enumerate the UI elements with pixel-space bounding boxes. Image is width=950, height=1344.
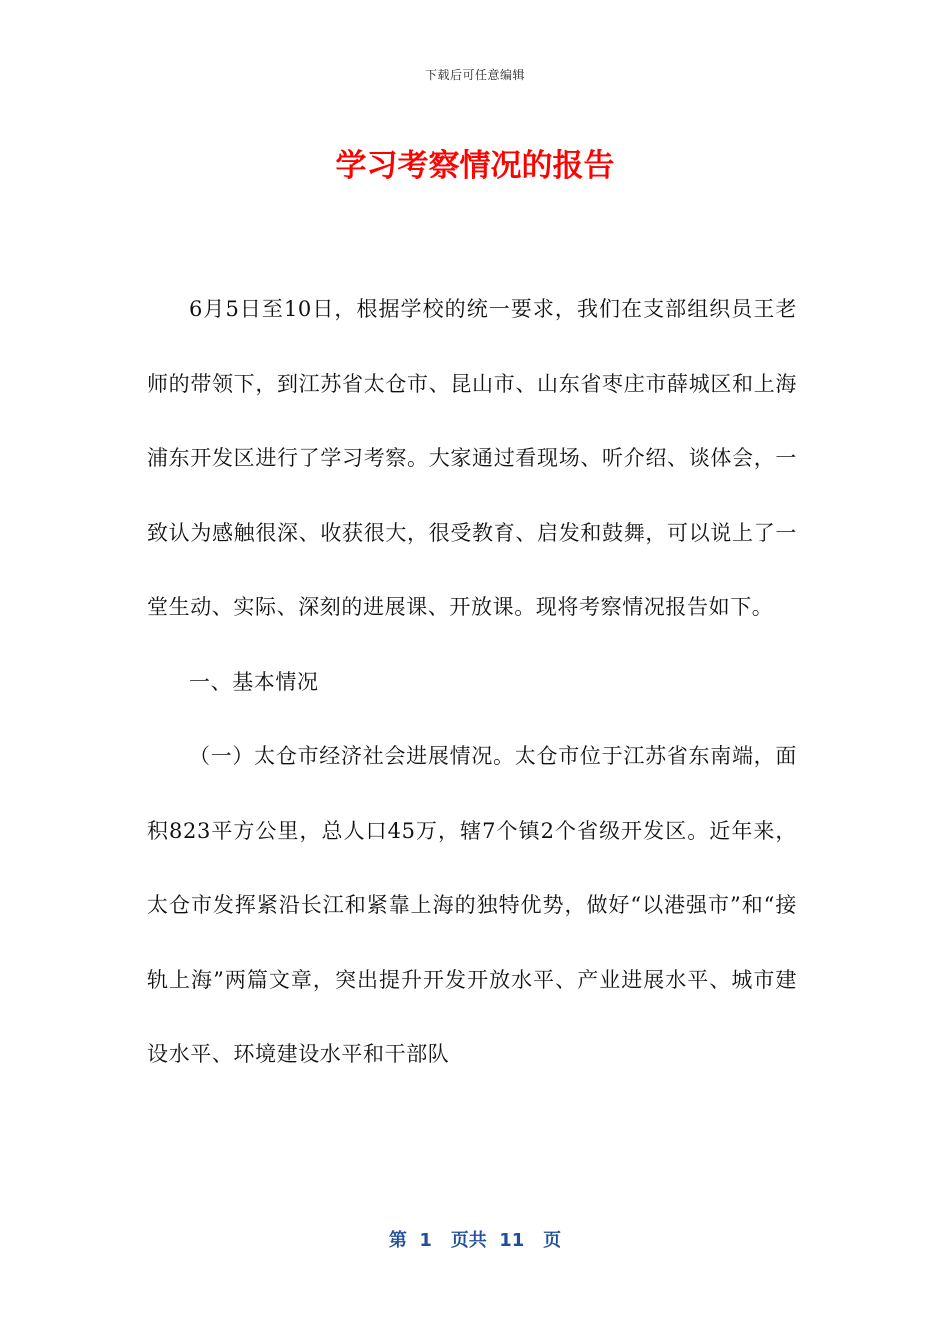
page-number-footer: 第 1 页共 11 页 (388, 1230, 562, 1251)
document-title: 学习考察情况的报告 (335, 148, 615, 184)
intro-paragraph: 6月5日至10日，根据学校的统一要求，我们在支部组织员王老师的带领下，到江苏省太仓市、昆山市、山东省枣庄市薛城区和上海浦东开发区进行了学习考察。大家通过看现场、听介绍、谈体会，一致认为感触很深、收获很大，很受教育、启发和鼓舞，可以说上了一堂生动、实际、深刻的进展课、开放课。现将考察情况报告如下。 (147, 297, 797, 619)
document-body (147, 272, 797, 1092)
taicang-paragraph: （一）太仓市经济社会进展情况。太仓市位于江苏省东南端，面积823平方公里，总人口45万，辖7个镇2个省级开发区。近年来，太仓市发挥紧沿长江和紧靠上海的独特优势，做好“以港强市”和“接轨上海”两篇文章，突出提升开发开放水平、产业进展水平、城市建设水平、环境建设水平和干部队 (147, 744, 797, 1066)
header-note: 下载后可任意编辑 (424, 68, 525, 82)
section-heading: 一、基本情况 (189, 669, 319, 694)
